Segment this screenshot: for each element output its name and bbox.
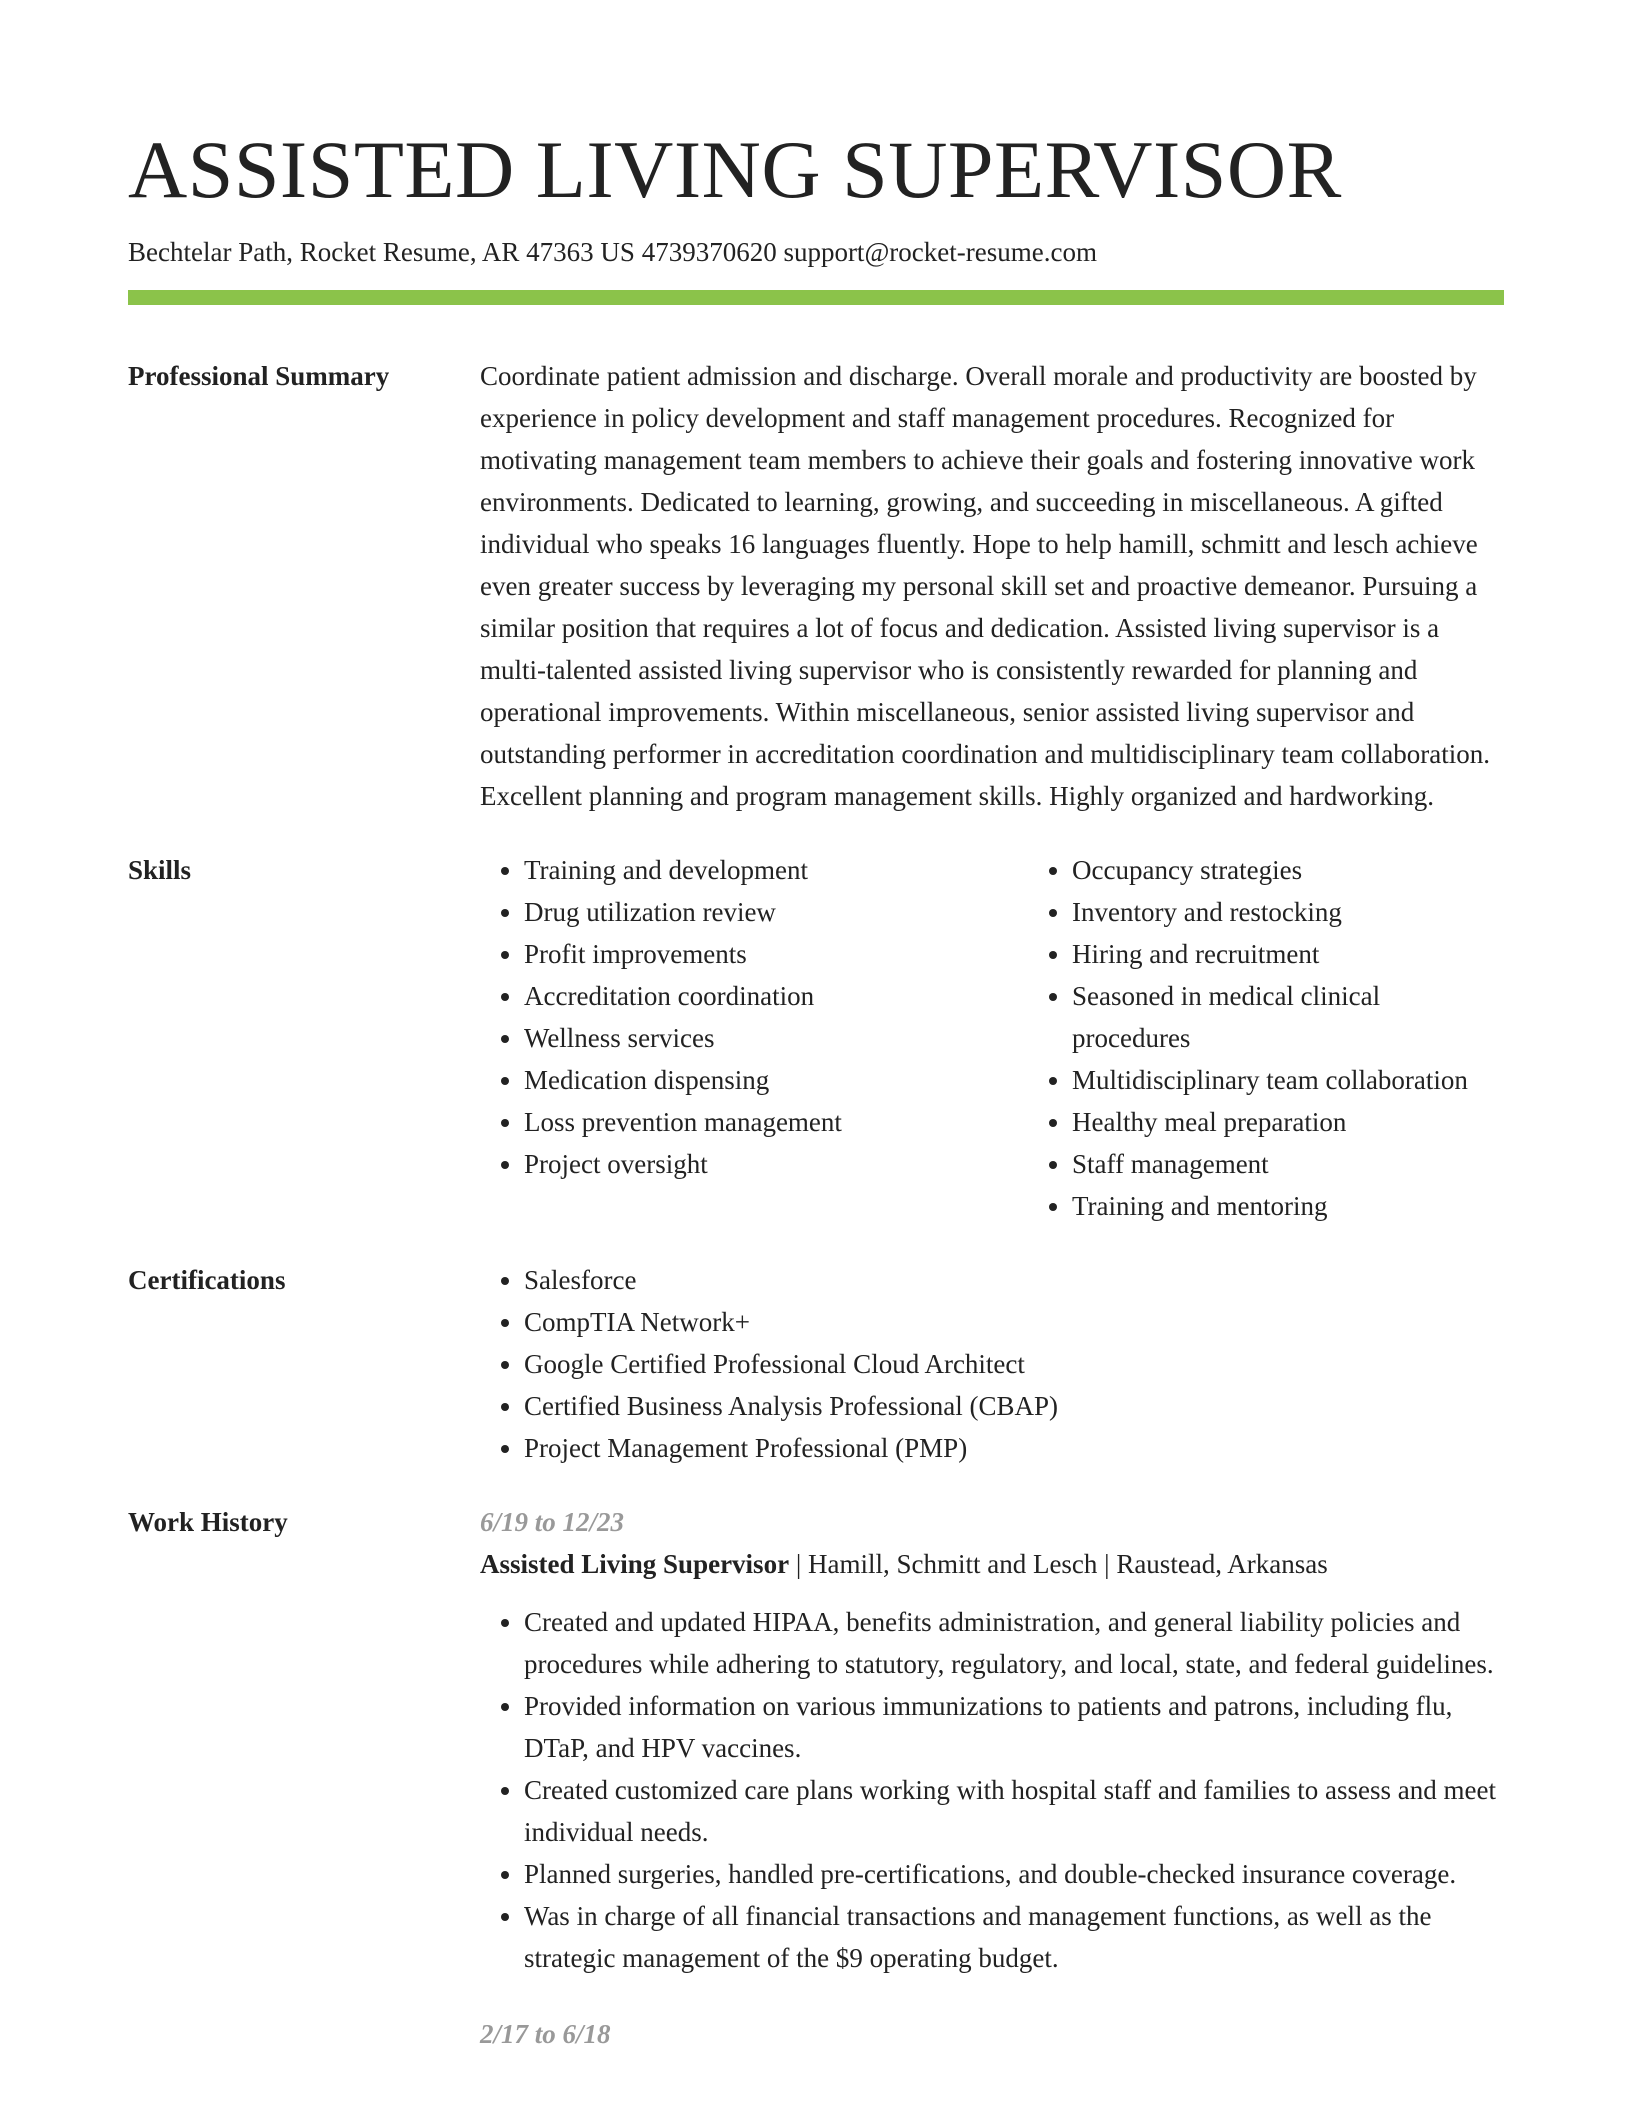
summary-text: Coordinate patient admission and discharge. Overall morale and productivity are boosted by experience in policy development and staff management procedures. Recognized for motivating management team members to achieve their goals and fostering innovative work environments. Dedicated to learning, growing, and succeeding in miscellaneous. A gifted individual who speaks 16 languages fluently. Hope to help hamill, schmitt and lesch achieve even greater success by leveraging my personal skill set and proactive demeanor. Pursuing a similar position that requires a lot of focus and dedication. Assisted living supervisor is a multi-talented assisted living supervisor who is consistently rewarded for planning and operational improvements. Within miscellaneous, senior assisted living supervisor and outstanding performer in accreditation coordination and multidisciplinary team collaboration. Excellent planning and program management skills. Highly organized and hardworking. — [480, 361, 1490, 811]
certification-item: • Project Management Professional (PMP) — [524, 1427, 1504, 1469]
job-title: Assisted Living Supervisor — [480, 1549, 790, 1579]
skill-item: • Wellness services — [524, 1017, 1028, 1059]
summary-section — [128, 355, 1504, 817]
job-details: | Hamill, Schmitt and Lesch | Raustead, Arkansas — [789, 1549, 1328, 1579]
skills-section — [128, 849, 1504, 1227]
contact-email: support@rocket-resume.com — [783, 237, 1097, 267]
job-dates: 6/19 to 12/23 — [480, 1507, 625, 1537]
work-history-section — [128, 1501, 1504, 2055]
summary-title: Professional Summary — [128, 361, 390, 391]
work-history-title: Work History — [128, 1507, 288, 1537]
skill-item: • Project oversight — [524, 1143, 1028, 1185]
work-history-body — [480, 1501, 1504, 2055]
skills-list-right — [1028, 849, 1504, 1227]
certification-item: • Google Certified Professional Cloud Architect — [524, 1343, 1504, 1385]
job-bullet: • Created customized care plans working with hospital staff and families to assess and meet individual needs. — [524, 1769, 1504, 1853]
skill-item: • Healthy meal preparation — [1072, 1101, 1504, 1143]
header-divider — [128, 290, 1504, 305]
certifications-body — [480, 1259, 1504, 1469]
resume-page — [128, 0, 1504, 2055]
skills-title: Skills — [128, 855, 192, 885]
certification-item: • Certified Business Analysis Professional (CBAP) — [524, 1385, 1504, 1427]
job-bullet: • Was in charge of all financial transactions and management functions, as well as the strategic management of the $9 operating budget. — [524, 1895, 1504, 1979]
skill-item: • Seasoned in medical clinical procedures — [1072, 975, 1504, 1059]
contact-address: Bechtelar Path, Rocket Resume, AR 47363 US — [128, 237, 635, 267]
certification-item: • Salesforce — [524, 1259, 1504, 1301]
summary-body — [480, 355, 1504, 817]
skill-item: • Staff management — [1072, 1143, 1504, 1185]
contact-line — [128, 234, 1504, 270]
skill-item: • Accreditation coordination — [524, 975, 1028, 1017]
job-heading — [480, 1543, 1504, 1585]
skill-item: • Inventory and restocking — [1072, 891, 1504, 933]
skill-item: • Drug utilization review — [524, 891, 1028, 933]
skill-item: • Loss prevention management — [524, 1101, 1028, 1143]
resume-name-heading: ASSISTED LIVING SUPERVISOR — [128, 124, 1342, 215]
certification-item: • CompTIA Network+ — [524, 1301, 1504, 1343]
job-entry — [480, 2013, 1504, 2055]
skill-item: • Occupancy strategies — [1072, 849, 1504, 891]
job-bullet: • Planned surgeries, handled pre-certifications, and double-checked insurance coverage. — [524, 1853, 1504, 1895]
certifications-title: Certifications — [128, 1265, 286, 1295]
skill-item: • Training and mentoring — [1072, 1185, 1504, 1227]
certifications-section — [128, 1259, 1504, 1469]
skills-body — [480, 849, 1504, 1227]
skill-item: • Training and development — [524, 849, 1028, 891]
job-entry — [480, 1501, 1504, 1979]
job-bullet: • Created and updated HIPAA, benefits administration, and general liability policies and procedures while adhering to statutory, regulatory, and local, state, and federal guidelines. — [524, 1601, 1504, 1685]
certifications-list — [480, 1259, 1504, 1469]
job-bullets — [480, 1601, 1504, 1979]
skills-list-left — [480, 849, 1028, 1227]
skill-item: • Multidisciplinary team collaboration — [1072, 1059, 1504, 1101]
job-bullet: • Provided information on various immunizations to patients and patrons, including flu, DTaP, and HPV vaccines. — [524, 1685, 1504, 1769]
contact-phone: 4739370620 — [641, 237, 777, 267]
skill-item: • Profit improvements — [524, 933, 1028, 975]
skill-item: • Medication dispensing — [524, 1059, 1028, 1101]
job-dates: 2/17 to 6/18 — [480, 2019, 611, 2049]
skill-item: • Hiring and recruitment — [1072, 933, 1504, 975]
